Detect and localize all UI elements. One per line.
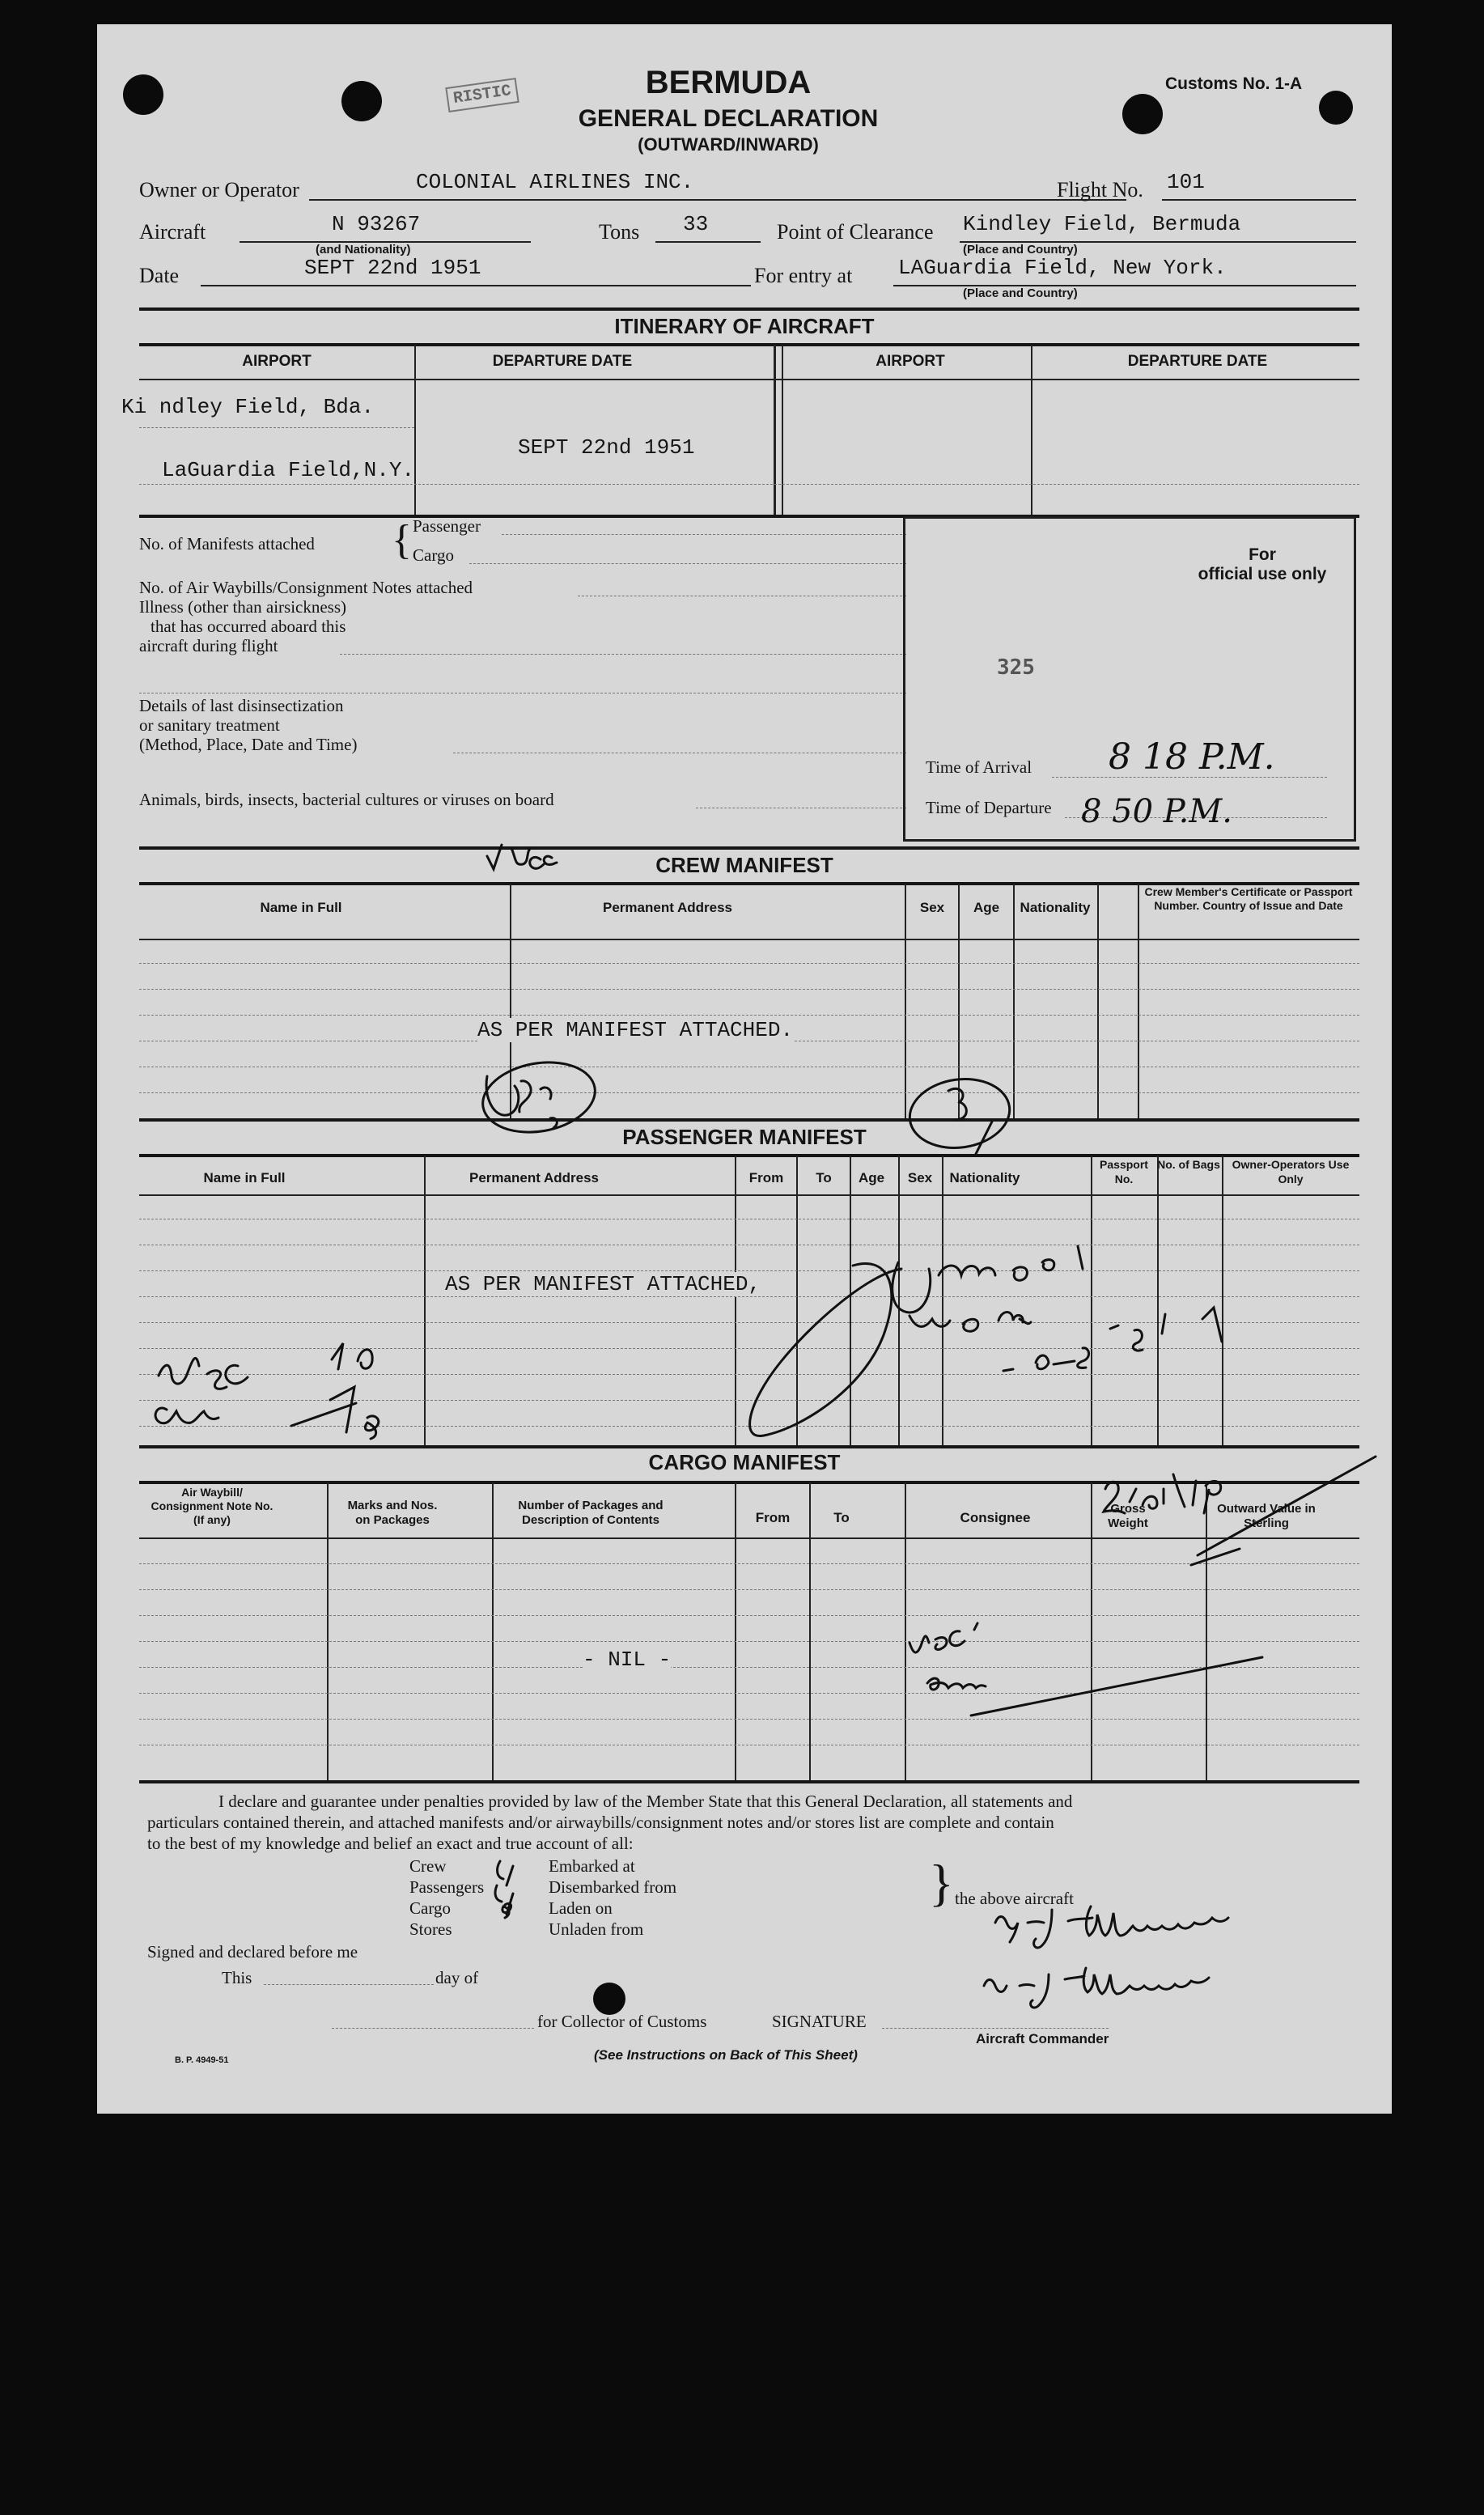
passenger-col-sex: Sex — [907, 1170, 933, 1185]
collector-label: for Collector of Customs — [537, 2012, 707, 2031]
cargo-col-marks: Marks and Nos. on Packages — [347, 1499, 438, 1527]
form-subtitle: (OUTWARD/INWARD) — [638, 134, 819, 155]
passenger-col-name: Name in Full — [203, 1170, 286, 1185]
cargo-label: Cargo — [413, 545, 454, 565]
declaration-action-disembarked: Disembarked from — [549, 1877, 677, 1897]
cargo-col-waybill: Air Waybill/ Consignment Note No. (If any) — [151, 1486, 273, 1526]
passenger-col-address: Permanent Address — [469, 1170, 599, 1185]
back-note: (See Instructions on Back of This Sheet) — [594, 2047, 858, 2063]
tons-value: 33 — [683, 212, 709, 236]
itinerary-col-airport-2: AIRPORT — [876, 353, 945, 370]
crew-note: AS PER MANIFEST ATTACHED. — [477, 1018, 794, 1042]
clearance-sublabel: (Place and Country) — [963, 243, 1078, 257]
declaration-form: RISTIC BERMUDA GENERAL DECLARATION (OUTWARD/INWARD) Customs No. 1-A Owner or Operator COLONIAL AIRLINES INC. Flight No. 101 Aircraft N 93267 (and Nationality) Tons 33 Point of Clearance Kindley Field, Bermuda (Place and Country) Date SEPT 22nd 1951 For entry at LAGuardia Field, New York. (Place and Country) ITINERARY OF AIRCRAFT AIRPORT DEPARTURE DATE AIRPORT DEPARTURE DATE Ki ndley Field, Bda. LaGuardia Field,N.Y. SEPT 22nd 1951 No. of Manifests attached { Passenger Cargo No. of Air Waybills/Consignment Notes attached Illness (other than airsickness) that has occurred aboard this aircraft during flight Details of last disinsectization or sanitary treatment (Method, Place, Date and Time) Animals, birds, insects, bacterial cultures or viruses on board For official use only 325 Time of Arrival 8 18 P.M. Time of Departure 8 50 P.M. CREW MANIFEST Name in Full Permanent Address Sex Age Nationality Crew Member's Certificate or Passport Number. Country of Issue and Date AS PER MANIFEST ATTACHED. PASSENGER MANIFEST Name in Full Permanent Address From To Age Sex Nationality Passport No. No. of Bags Owner-Operators Use Only AS PER MANIFEST ATTACHED, CARGO MANIFEST Air Waybill/ Consignment Note No. (If any) Marks and Nos. on Packages Number of Packages and Description of Contents From To Consignee Gross Weight Outward Value in Sterling - NIL - I declare and guarantee under penalties provided by law of the Member State that this General Declaration, all statements and particulars contained therein, and attached manifests and/or airwaybills/consignment notes and/or stores list are complete and contain to the best of my knowledge and belief an exact and true account of all: Crew Passengers Cargo Stores Embarked at Disembarked from Laden on Unladen from } the above aircraft Signed and declared before me This day of for Collector of Customs SIGNATURE Aircraft Commander (See Instructions on Back of This Sheet) B. P. 4949-51 — [97, 24, 1392, 2114]
passenger-col-age: Age — [858, 1170, 885, 1185]
crew-col-nationality: Nationality — [1020, 900, 1091, 915]
declaration-item-crew: Crew — [409, 1856, 447, 1876]
signed-label: Signed and declared before me — [147, 1942, 358, 1962]
animals-label: Animals, birds, insects, bacterial cultures or viruses on board — [139, 790, 554, 809]
cargo-col-to: To — [833, 1510, 850, 1525]
passenger-title: PASSENGER MANIFEST — [622, 1125, 867, 1149]
crew-col-name: Name in Full — [260, 900, 342, 915]
form-code: B. P. 4949-51 — [175, 2055, 229, 2065]
aircraft-label: Aircraft — [139, 220, 206, 244]
day-label: day of — [435, 1968, 479, 1987]
passenger-col-nationality: Nationality — [949, 1170, 1020, 1185]
aircraft-sublabel: (and Nationality) — [316, 243, 411, 257]
declaration-line-2: particulars contained therein, and attached manifests and/or airwaybills/consignment notes and/or stores list are complete and contain — [147, 1813, 1054, 1832]
country-title: BERMUDA — [645, 65, 812, 100]
entry-label: For entry at — [754, 264, 853, 287]
official-use-line-1: For — [1249, 545, 1276, 564]
commander-label: Aircraft Commander — [976, 2031, 1109, 2046]
passenger-col-to: To — [816, 1170, 832, 1185]
flight-value: 101 — [1167, 170, 1205, 194]
disinsect-line-3: (Method, Place, Date and Time) — [139, 735, 358, 754]
arrival-value: 8 18 P.M. — [1109, 736, 1275, 778]
itinerary-col-airport: AIRPORT — [242, 353, 312, 370]
this-label: This — [222, 1968, 252, 1987]
entry-value: LAGuardia Field, New York. — [898, 256, 1227, 280]
passenger-label: Passenger — [413, 516, 481, 536]
itinerary-row1-airport: Ki ndley Field, Bda. — [121, 395, 375, 419]
passenger-note: AS PER MANIFEST ATTACHED, — [445, 1272, 761, 1296]
official-use-line-2: official use only — [1198, 565, 1327, 583]
cargo-col-weight: Gross Weight — [1108, 1502, 1148, 1530]
flight-label: Flight No. — [1057, 178, 1143, 201]
date-label: Date — [139, 264, 180, 287]
declaration-line-1: I declare and guarantee under penalties provided by law of the Member State that this General Declaration, all statements and — [218, 1792, 1073, 1811]
declaration-item-stores: Stores — [409, 1919, 452, 1939]
crew-title: CREW MANIFEST — [655, 853, 833, 877]
declaration-item-passengers: Passengers — [409, 1877, 485, 1897]
arrival-label: Time of Arrival — [926, 757, 1032, 777]
illness-line-2: that has occurred aboard this — [151, 617, 346, 636]
declaration-action-unladen: Unladen from — [549, 1919, 644, 1939]
passenger-col-owner: Owner-Operators Use Only — [1232, 1158, 1350, 1185]
declaration-line-3: to the best of my knowledge and belief an exact and true account of all: — [147, 1834, 634, 1853]
itinerary-col-departure-2: DEPARTURE DATE — [1127, 353, 1268, 370]
date-value: SEPT 22nd 1951 — [304, 256, 481, 280]
passenger-col-passport: Passport No. — [1100, 1158, 1148, 1185]
declaration-item-cargo: Cargo — [409, 1898, 451, 1918]
itinerary-row2-date: SEPT 22nd 1951 — [518, 435, 695, 460]
illness-line-1: Illness (other than airsickness) — [139, 597, 347, 617]
cargo-title: CARGO MANIFEST — [648, 1450, 841, 1474]
owner-value: COLONIAL AIRLINES INC. — [416, 170, 694, 194]
itinerary-col-departure: DEPARTURE DATE — [492, 353, 633, 370]
stamp: RISTIC — [445, 78, 519, 112]
form-number: Customs No. 1-A — [1165, 74, 1303, 93]
clearance-value: Kindley Field, Bermuda — [963, 212, 1241, 236]
cargo-note: - NIL - — [583, 1648, 672, 1672]
itinerary-row2-airport: LaGuardia Field,N.Y. — [162, 458, 415, 482]
departure-label: Time of Departure — [926, 798, 1052, 817]
crew-col-age: Age — [973, 900, 1000, 915]
manifests-label: No. of Manifests attached — [139, 534, 315, 553]
entry-sublabel: (Place and Country) — [963, 286, 1078, 300]
cargo-col-packages: Number of Packages and Description of Contents — [518, 1499, 664, 1527]
cargo-col-consignee: Consignee — [960, 1510, 1031, 1525]
declaration-action-embarked: Embarked at — [549, 1856, 635, 1876]
disinsect-line-1: Details of last disinsectization — [139, 696, 344, 715]
clearance-label: Point of Clearance — [777, 220, 934, 244]
passenger-col-bags: No. of Bags — [1157, 1158, 1220, 1171]
cargo-col-from: From — [755, 1510, 791, 1525]
crew-col-sex: Sex — [919, 900, 945, 915]
owner-label: Owner or Operator — [139, 178, 299, 201]
illness-line-3: aircraft during flight — [139, 636, 278, 655]
waybills-label: No. of Air Waybills/Consignment Notes attached — [139, 578, 473, 597]
tons-label: Tons — [599, 220, 640, 244]
itinerary-title: ITINERARY OF AIRCRAFT — [614, 314, 875, 338]
official-number: 325 — [997, 655, 1035, 680]
handwritten-annotations — [97, 24, 1392, 2114]
declaration-action-laden: Laden on — [549, 1898, 613, 1918]
signature-label: SIGNATURE — [772, 2012, 867, 2031]
passenger-col-from: From — [748, 1170, 784, 1185]
departure-value: 8 50 P.M. — [1081, 793, 1232, 830]
cargo-col-value: Outward Value in Sterling — [1217, 1502, 1316, 1530]
aircraft-value: N 93267 — [332, 212, 421, 236]
disinsect-line-2: or sanitary treatment — [139, 715, 280, 735]
declaration-aircraft-text: the above aircraft — [955, 1889, 1074, 1908]
crew-col-certificate: Crew Member's Certificate or Passport Number. Country of Issue and Date — [1144, 885, 1353, 912]
crew-col-address: Permanent Address — [603, 900, 732, 915]
form-title: GENERAL DECLARATION — [578, 105, 879, 132]
